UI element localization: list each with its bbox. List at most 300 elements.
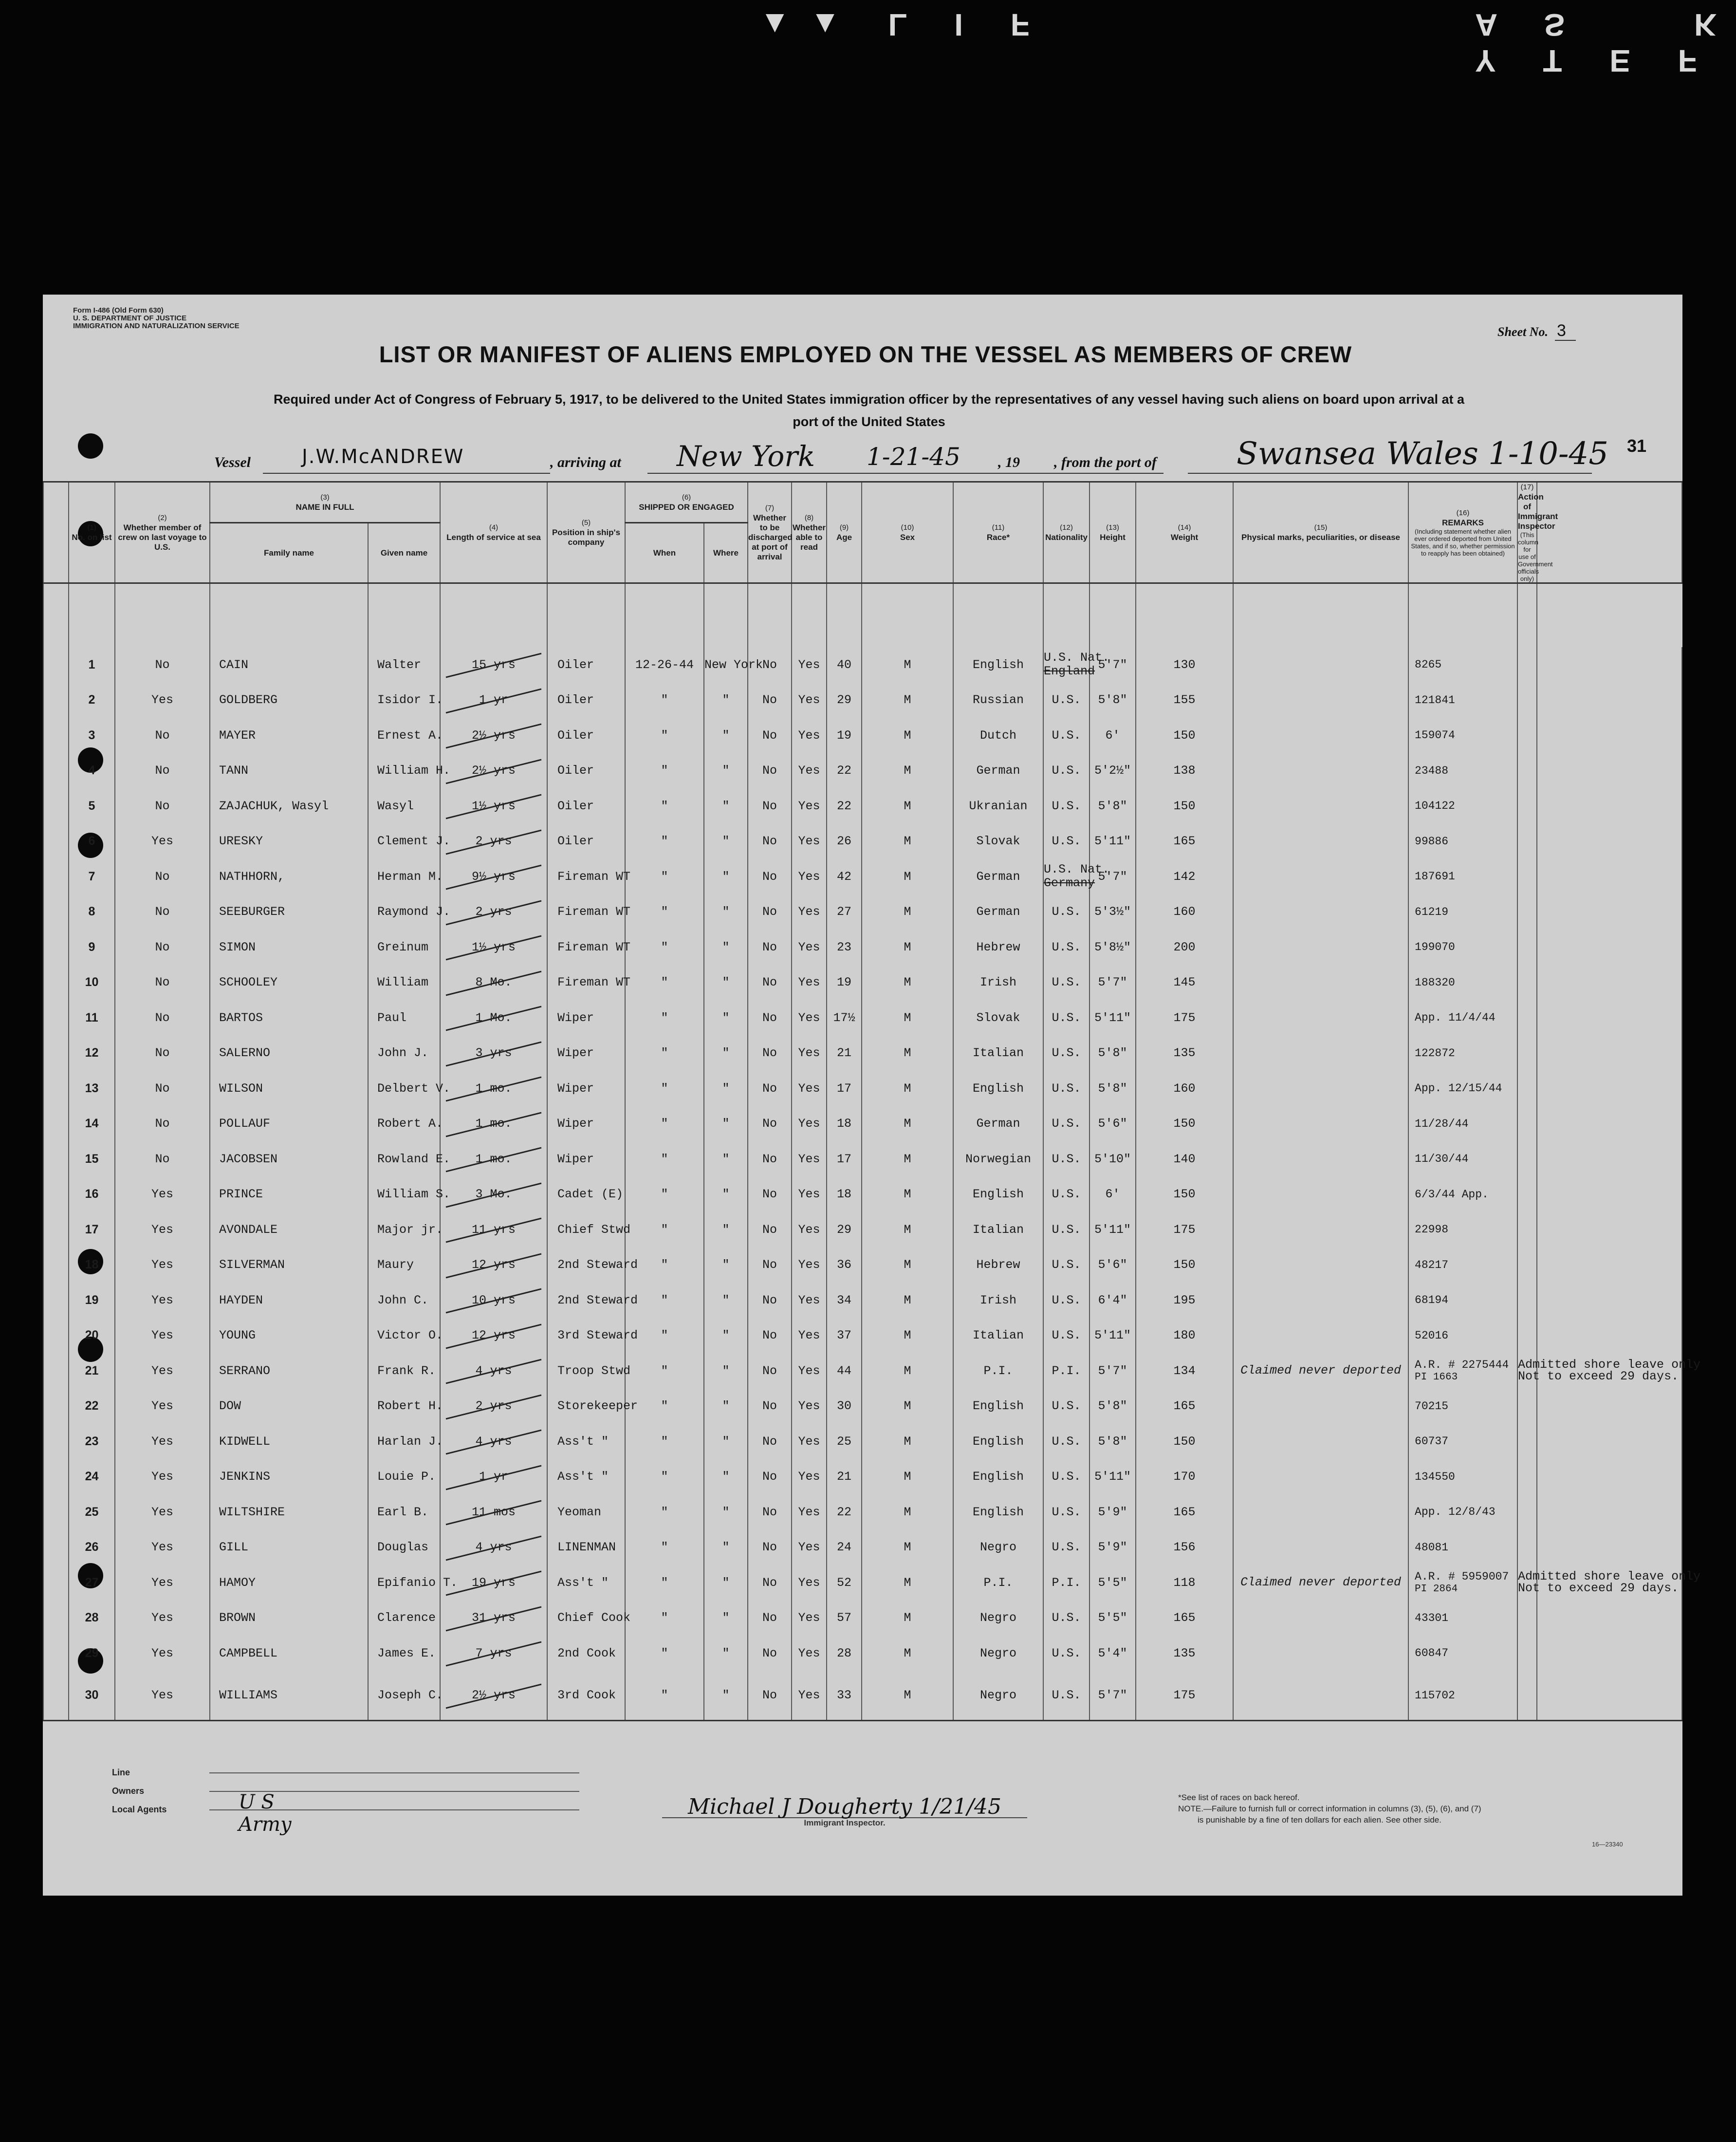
- cell-family: [210, 1353, 368, 1389]
- height-value: 5'7": [1098, 657, 1127, 672]
- cell-margin-right: [1537, 683, 1682, 718]
- cell-discharged: [748, 1036, 792, 1071]
- cell-remarks: [1408, 1212, 1517, 1248]
- service-value: 9½ yrs: [471, 869, 516, 884]
- cell-nationality: [1043, 894, 1090, 930]
- cell-age: [827, 1424, 862, 1459]
- sheet-value: 3: [1555, 321, 1576, 341]
- family-value: WILTSHIRE: [219, 1505, 285, 1519]
- age-value: 44: [837, 1363, 852, 1378]
- cell-service: [440, 1000, 547, 1036]
- table-row: [43, 1071, 1682, 1106]
- where-value: ": [722, 693, 730, 708]
- cell-service: [440, 894, 547, 930]
- year-label: , 19: [998, 454, 1020, 470]
- cell-read: [792, 965, 827, 1001]
- footnotes: [1178, 1792, 1616, 1825]
- read-value: Yes: [798, 1540, 820, 1555]
- cell-race: [953, 859, 1043, 894]
- cell-remarks: [1408, 718, 1517, 753]
- last-value: No: [155, 1010, 170, 1025]
- age-value: 30: [837, 1399, 852, 1414]
- cell-read: [792, 1318, 827, 1354]
- cell-last: [115, 1353, 210, 1389]
- height-value: 5'11": [1094, 1470, 1131, 1484]
- where-value: ": [722, 728, 730, 743]
- family-value: SILVERMAN: [219, 1258, 285, 1272]
- cell-nationality: [1043, 930, 1090, 965]
- film-edge-markings: [730, 0, 1736, 78]
- cell-remarks: [1408, 965, 1517, 1001]
- cell-sex: [862, 1036, 953, 1071]
- cell-age: [827, 1212, 862, 1248]
- cell-position: [547, 1283, 638, 1318]
- page-title: LIST OR MANIFEST OF ALIENS EMPLOYED ON THE VESSEL AS MEMBERS OF CREW: [379, 341, 1352, 367]
- strike-mark: [446, 794, 542, 820]
- no-value: 19: [85, 1293, 99, 1307]
- cell-no: [69, 894, 115, 930]
- family-value: SEEBURGER: [219, 905, 285, 919]
- last-value: Yes: [151, 834, 173, 849]
- cell-position: [547, 1071, 625, 1106]
- cell-margin-right: [1537, 1036, 1682, 1071]
- weight-value: 134: [1173, 1363, 1196, 1378]
- age-value: 57: [837, 1611, 852, 1625]
- header-shipped: (6) SHIPPED OR ENGAGED: [625, 482, 748, 523]
- when-value: ": [661, 1046, 668, 1061]
- cell-age: [827, 1565, 862, 1601]
- cell-position: [547, 718, 625, 753]
- position-value: Fireman WT: [557, 940, 631, 954]
- last-value: No: [155, 975, 170, 990]
- cell-action: [1517, 1248, 1537, 1283]
- when-value: ": [661, 1117, 668, 1131]
- cell-position: [547, 788, 625, 824]
- cell-where: [704, 824, 748, 859]
- cell-no: [69, 1177, 115, 1212]
- nationality-value: U.S.: [1052, 940, 1081, 954]
- cell-race: [953, 1318, 1043, 1354]
- footer-fields: [112, 1768, 292, 1836]
- table-row: [43, 1353, 1682, 1389]
- last-value: No: [155, 940, 170, 954]
- position-value: 2nd Cook: [557, 1646, 616, 1660]
- cell-margin: [43, 788, 69, 824]
- cell-nationality: [1043, 1565, 1090, 1601]
- cell-height: [1090, 1671, 1136, 1721]
- no-value: 26: [85, 1540, 99, 1554]
- cell-age: [827, 894, 862, 930]
- cell-where: [704, 1671, 748, 1721]
- cell-discharged: [748, 753, 792, 789]
- cell-action: [1517, 824, 1537, 859]
- cell-given: [368, 1459, 440, 1495]
- cell-sex: [862, 1000, 953, 1036]
- age-value: 18: [837, 1187, 852, 1202]
- cell-marks: [1233, 1671, 1408, 1721]
- inspector-label: Immigrant Inspector.: [804, 1818, 886, 1827]
- cell-marks: [1233, 1389, 1408, 1424]
- cell-margin: [43, 1601, 69, 1636]
- service-value: 2 yrs: [475, 905, 512, 919]
- remarks-value: 48081: [1415, 1541, 1449, 1554]
- remarks-value: 159074: [1415, 729, 1455, 742]
- cell-race: [953, 1283, 1043, 1318]
- sex-value: M: [904, 1688, 911, 1702]
- cell-weight: [1136, 1459, 1233, 1495]
- age-value: 17: [837, 1152, 852, 1166]
- age-value: 28: [837, 1646, 852, 1660]
- cell-family: [210, 824, 368, 859]
- cell-age: [827, 1036, 862, 1071]
- cell-margin: [43, 1636, 69, 1671]
- cell-weight: [1136, 1036, 1233, 1071]
- sex-value: M: [904, 1328, 911, 1343]
- cell-last: [115, 718, 210, 753]
- cell-age: [827, 1671, 862, 1721]
- sex-value: M: [904, 693, 911, 708]
- from-label: , from the port of: [1054, 454, 1157, 470]
- cell-family: [210, 1212, 368, 1248]
- race-value: German: [976, 905, 1020, 919]
- given-value: Epifanio T.: [377, 1575, 458, 1590]
- cell-margin: [43, 1459, 69, 1495]
- cell-sex: [862, 1283, 953, 1318]
- given-value: Maury: [377, 1258, 414, 1272]
- nationality-value: U.S. Nat.: [1044, 651, 1110, 665]
- cell-age: [827, 1283, 862, 1318]
- marks-value: Claimed never deported: [1240, 1575, 1402, 1590]
- cell-last: [115, 788, 210, 824]
- table-row: [43, 1000, 1682, 1036]
- remarks-secondary: PI 1663: [1415, 1372, 1458, 1383]
- discharged-value: No: [762, 1258, 777, 1272]
- when-value: ": [661, 869, 668, 884]
- cell-last: [115, 1636, 210, 1671]
- cell-given: [368, 1248, 440, 1283]
- last-value: No: [155, 764, 170, 778]
- weight-value: 142: [1173, 869, 1196, 884]
- note-races: *See list of races on back hereof.: [1178, 1793, 1300, 1802]
- service-value: 3 yrs: [475, 1046, 512, 1061]
- cell-sex: [862, 1071, 953, 1106]
- where-value: ": [722, 1222, 730, 1237]
- given-value: Walter: [377, 657, 422, 672]
- cell-when: [625, 1036, 704, 1071]
- height-value: 6'4": [1098, 1293, 1127, 1307]
- cell-race: [953, 1565, 1043, 1601]
- cell-sex: [862, 788, 953, 824]
- cell-nationality: [1043, 1494, 1090, 1530]
- strike-mark: [446, 1535, 542, 1561]
- cell-no: [69, 1141, 115, 1177]
- sex-value: M: [904, 869, 911, 884]
- position-value: Ass't ": [557, 1575, 609, 1590]
- no-value: 21: [85, 1363, 99, 1378]
- strike-mark: [446, 1147, 542, 1173]
- cell-race: [953, 1353, 1043, 1389]
- cell-service: [440, 1494, 547, 1530]
- cell-where: [704, 859, 748, 894]
- cell-no: [69, 1036, 115, 1071]
- cell-race: [953, 1601, 1043, 1636]
- cell-age: [827, 647, 862, 683]
- cell-height: [1090, 1565, 1136, 1601]
- last-value: Yes: [151, 1293, 173, 1307]
- service-value: 12 yrs: [471, 1328, 516, 1343]
- cell-height: [1090, 1212, 1136, 1248]
- family-value: CAIN: [219, 657, 249, 672]
- read-value: Yes: [798, 1117, 820, 1131]
- given-value: William S.: [377, 1187, 451, 1202]
- age-value: 23: [837, 940, 852, 954]
- cell-given: [368, 1565, 458, 1601]
- remarks-value: App. 12/15/44: [1415, 1082, 1502, 1095]
- cell-no: [69, 1353, 115, 1389]
- cell-no: [69, 683, 115, 718]
- cell-action: [1517, 1389, 1537, 1424]
- cell-nationality: [1043, 1459, 1090, 1495]
- no-value: 12: [85, 1046, 99, 1060]
- cell-last: [115, 683, 210, 718]
- cell-marks: [1233, 1565, 1408, 1601]
- cell-height: [1090, 1494, 1136, 1530]
- weight-value: 150: [1173, 1187, 1196, 1202]
- race-value: Negro: [980, 1688, 1017, 1702]
- cell-age: [827, 1459, 862, 1495]
- last-value: Yes: [151, 1646, 173, 1660]
- last-value: No: [155, 905, 170, 919]
- cell-sex: [862, 1389, 953, 1424]
- strike-mark: [446, 1218, 542, 1243]
- race-value: Irish: [980, 975, 1017, 990]
- cell-last: [115, 1530, 210, 1565]
- age-value: 22: [837, 764, 852, 778]
- cell-when: [625, 1000, 704, 1036]
- cell-age: [827, 1494, 862, 1530]
- height-value: 5'4": [1098, 1646, 1127, 1660]
- weight-value: 160: [1173, 905, 1196, 919]
- age-value: 18: [837, 1117, 852, 1131]
- read-value: Yes: [798, 940, 820, 954]
- race-value: Hebrew: [976, 940, 1020, 954]
- weight-value: 150: [1173, 728, 1196, 743]
- weight-value: 195: [1173, 1293, 1196, 1307]
- cell-given: [368, 1318, 443, 1354]
- cell-marks: [1233, 1141, 1408, 1177]
- read-value: Yes: [798, 1328, 820, 1343]
- cell-read: [792, 1212, 827, 1248]
- cell-action: [1517, 1071, 1537, 1106]
- where-value: ": [722, 940, 730, 954]
- table-row: [43, 1565, 1682, 1601]
- document-number: 16—23340: [1592, 1841, 1623, 1848]
- remarks-value: 22998: [1415, 1223, 1449, 1236]
- last-value: Yes: [151, 693, 173, 708]
- position-value: Ass't ": [557, 1434, 609, 1449]
- cell-family: [210, 1424, 368, 1459]
- nationality-value: P.I.: [1052, 1363, 1081, 1378]
- sex-value: M: [904, 1010, 911, 1025]
- cell-weight: [1136, 1353, 1233, 1389]
- age-value: 27: [837, 905, 852, 919]
- sex-value: M: [904, 799, 911, 813]
- given-value: Wasyl: [377, 799, 414, 813]
- cell-race: [953, 1671, 1043, 1721]
- cell-discharged: [748, 1353, 792, 1389]
- age-value: 36: [837, 1258, 852, 1272]
- weight-value: 165: [1173, 1505, 1196, 1519]
- cell-race: [953, 1177, 1043, 1212]
- when-value: ": [661, 1399, 668, 1414]
- strike-mark: [446, 759, 542, 784]
- service-value: 11 yrs: [471, 1222, 516, 1237]
- strike-mark: [446, 829, 542, 855]
- cell-margin-right: [1537, 1424, 1682, 1459]
- cell-margin: [43, 1036, 69, 1071]
- cell-remarks: [1408, 1248, 1517, 1283]
- cell-when: [625, 1671, 704, 1721]
- read-value: Yes: [798, 799, 820, 813]
- subtitle-line-1: Required under Act of Congress of February 5, 1917, to be delivered to the United States immigration officer by the representatives of any vessel having such aliens on board upon arrival at a: [273, 392, 1465, 407]
- cell-marks: [1233, 753, 1408, 789]
- cell-race: [953, 647, 1043, 683]
- cell-remarks: [1408, 1636, 1517, 1671]
- cell-marks: [1233, 859, 1408, 894]
- discharged-value: No: [762, 869, 777, 884]
- position-value: Oiler: [557, 657, 594, 672]
- when-value: ": [661, 1363, 668, 1378]
- age-value: 19: [837, 728, 852, 743]
- cell-last: [115, 1459, 210, 1495]
- cell-given: [368, 859, 443, 894]
- cell-marks: [1233, 1459, 1408, 1495]
- cell-marks: [1233, 1318, 1408, 1354]
- race-value: English: [973, 1470, 1024, 1484]
- discharged-value: No: [762, 940, 777, 954]
- action-value: Admitted shore leave only Not to exceed 29 days.: [1518, 1569, 1701, 1596]
- cell-action: [1517, 718, 1537, 753]
- cell-nationality: [1043, 1601, 1090, 1636]
- remarks-value: 11/30/44: [1415, 1153, 1469, 1166]
- cell-last: [115, 1283, 210, 1318]
- last-value: Yes: [151, 1688, 173, 1702]
- cell-margin: [43, 824, 69, 859]
- header-given-name: Given name: [368, 523, 440, 583]
- cell-height: [1090, 1389, 1136, 1424]
- agents-value: U S Army: [239, 1791, 292, 1836]
- cell-height: [1090, 1036, 1136, 1071]
- cell-read: [792, 1248, 827, 1283]
- last-value: Yes: [151, 1328, 173, 1343]
- cell-service: [440, 718, 547, 753]
- position-value: Chief Stwd: [557, 1222, 631, 1237]
- given-value: Harlan J.: [377, 1434, 443, 1449]
- cell-height: [1090, 1601, 1136, 1636]
- race-value: Russian: [973, 693, 1024, 708]
- weight-value: 175: [1173, 1010, 1196, 1025]
- strike-mark: [446, 1006, 542, 1031]
- cell-no: [69, 1530, 115, 1565]
- read-value: Yes: [798, 1081, 820, 1096]
- given-value: William: [377, 975, 429, 990]
- given-value: Major jr.: [377, 1222, 443, 1237]
- given-value: Herman M.: [377, 869, 443, 884]
- weight-value: 150: [1173, 1434, 1196, 1449]
- given-value: Clarence: [377, 1611, 436, 1625]
- cell-family: [210, 1248, 368, 1283]
- cell-weight: [1136, 1601, 1233, 1636]
- remarks-value: 61219: [1415, 905, 1449, 918]
- service-value: 8 Mo.: [475, 975, 512, 990]
- cell-family: [210, 1000, 368, 1036]
- remarks-value: 43301: [1415, 1611, 1449, 1624]
- cell-nationality: [1043, 788, 1090, 824]
- weight-value: 165: [1173, 834, 1196, 849]
- cell-family: [210, 1601, 368, 1636]
- weight-value: 135: [1173, 1046, 1196, 1061]
- position-value: Troop Stwd: [557, 1363, 631, 1378]
- cell-margin: [43, 1530, 69, 1565]
- given-value: William H.: [377, 764, 451, 778]
- remarks-value: 52016: [1415, 1329, 1449, 1342]
- cell-weight: [1136, 1318, 1233, 1354]
- corner-number: 31: [1627, 436, 1647, 456]
- cell-service: [440, 859, 547, 894]
- cell-position: [547, 894, 631, 930]
- remarks-value: App. 12/8/43: [1415, 1506, 1496, 1519]
- cell-family: [210, 1459, 368, 1495]
- no-value: 9: [88, 940, 95, 954]
- when-value: ": [661, 1688, 668, 1702]
- cell-weight: [1136, 1565, 1233, 1601]
- sex-value: M: [904, 1293, 911, 1307]
- cell-read: [792, 647, 827, 683]
- weight-value: 200: [1173, 940, 1196, 954]
- cell-last: [115, 647, 210, 683]
- sex-value: M: [904, 975, 911, 990]
- service-value: 1 mo.: [475, 1152, 512, 1166]
- cell-remarks: [1408, 753, 1517, 789]
- given-value: Paul: [377, 1010, 407, 1025]
- nationality-value: U.S.: [1052, 1688, 1081, 1702]
- age-value: 22: [837, 799, 852, 813]
- height-value: 5'8½": [1094, 940, 1131, 954]
- cell-discharged: [748, 1283, 792, 1318]
- cell-action: [1517, 753, 1537, 789]
- cell-weight: [1136, 1248, 1233, 1283]
- cell-when: [625, 1459, 704, 1495]
- film-marking-right: Y T E F A S: [1475, 7, 1717, 78]
- cell-remarks: [1408, 1389, 1517, 1424]
- when-value: ": [661, 1152, 668, 1166]
- race-value: Italian: [973, 1046, 1024, 1061]
- service-value: 4 yrs: [475, 1540, 512, 1555]
- family-value: NATHHORN,: [219, 869, 285, 884]
- cell-last: [115, 859, 210, 894]
- header-height: (13) Height: [1090, 482, 1136, 583]
- given-value: Douglas: [377, 1540, 429, 1555]
- where-value: ": [722, 905, 730, 919]
- cell-action: [1517, 1212, 1537, 1248]
- cell-race: [953, 1141, 1043, 1177]
- cell-where: [704, 1000, 748, 1036]
- age-value: 17: [837, 1081, 852, 1096]
- cell-given: [368, 1283, 440, 1318]
- given-value: Isidor I.: [377, 693, 443, 708]
- cell-margin: [43, 1318, 69, 1354]
- cell-given: [368, 1601, 440, 1636]
